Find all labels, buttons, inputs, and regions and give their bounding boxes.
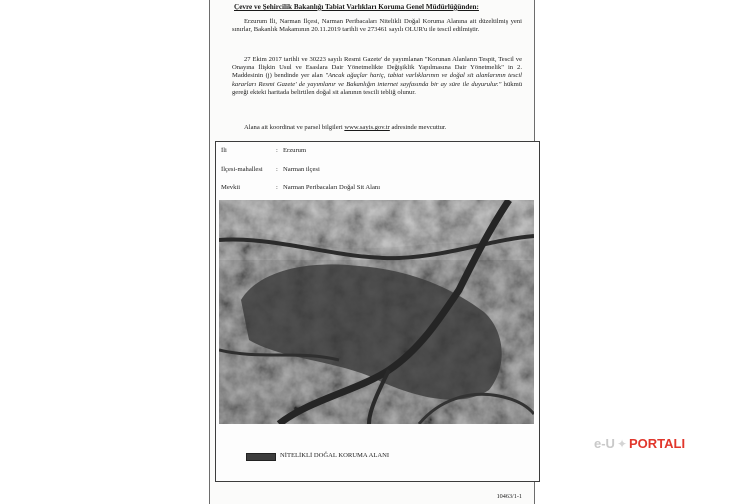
map-frame bbox=[215, 141, 540, 482]
satellite-map-image bbox=[219, 200, 534, 424]
paragraph-regulation-text-a: 27 Ekim 2017 tarihli ve 30223 sayılı Resmi Gazete' de yayımlanan "Korunan Alanların Tespit, Tescil ve Onayına İlişkin Usul ve Esaslara Dair Yönetmelikte Değişiklik Yapılmasına Dair Yönetmelik" in 2. Maddesinin (j) bendinde yer alan bbox=[232, 56, 522, 80]
field-value-district: Narman ilçesi bbox=[283, 166, 320, 173]
document-reference-number: 10463/1-1 bbox=[496, 493, 522, 500]
portal-watermark bbox=[594, 436, 685, 451]
satellite-map bbox=[219, 200, 534, 424]
paragraph-regulation-quote: "Ancak ağaçlar hariç, tabiat varlıklarının ve doğal sit alanlarının tescil kararları Resmi Gazete' de yayımlanır ve Bakanlığın internet sayfasında bir ay süre ile duyurulur." bbox=[232, 72, 523, 88]
legend-swatch bbox=[246, 453, 276, 461]
paragraph-coordinates-text-a: Alana ait koordinat ve parsel bilgileri bbox=[244, 124, 345, 131]
field-value-locality: Narman Peribacaları Doğal Sit Alanı bbox=[283, 184, 381, 191]
watermark-figure-icon: ✦ bbox=[616, 437, 628, 451]
paragraph-registration: Erzurum İli, Narman İlçesi, Narman Peribacaları Nitelikli Doğal Koruma Alanına ait düzeltilmiş yeni sınırlar, Bakanlık Makamının 20.11.2019 tarihli ve 273461 sayılı OLUR'u ile tescil edilmiştir. bbox=[232, 18, 522, 34]
field-value-province: Erzurum bbox=[283, 147, 307, 154]
field-label-locality: Mevkii bbox=[221, 184, 241, 191]
paragraph-regulation bbox=[232, 56, 522, 97]
paragraph-coordinates-text-b: adresinde mevcuttur. bbox=[389, 124, 447, 131]
field-label-province: İli bbox=[221, 147, 227, 154]
legend-label: NİTELİKLİ DOĞAL KORUMA ALANI bbox=[280, 452, 390, 459]
paragraph-coordinates bbox=[232, 124, 522, 132]
field-colon: : bbox=[276, 147, 278, 154]
watermark-left: e-U bbox=[594, 436, 615, 451]
document-page bbox=[209, 0, 535, 504]
watermark-right: PORTALI bbox=[629, 436, 686, 451]
field-colon: : bbox=[276, 166, 278, 173]
document-heading: Çevre ve Şehircilik Bakanlığı Tabiat Varlıkları Koruma Genel Müdürlüğünden: bbox=[234, 3, 479, 11]
paragraph-regulation-text-b: hükmü gereği ekteki haritada belirtilen doğal sit alanının tescili tebliğ olunur. bbox=[232, 80, 523, 96]
field-label-district: İlçesi-mahallesi bbox=[221, 166, 263, 173]
field-colon: : bbox=[276, 184, 278, 191]
sayis-link[interactable]: www.sayis.gov.tr bbox=[344, 124, 390, 131]
